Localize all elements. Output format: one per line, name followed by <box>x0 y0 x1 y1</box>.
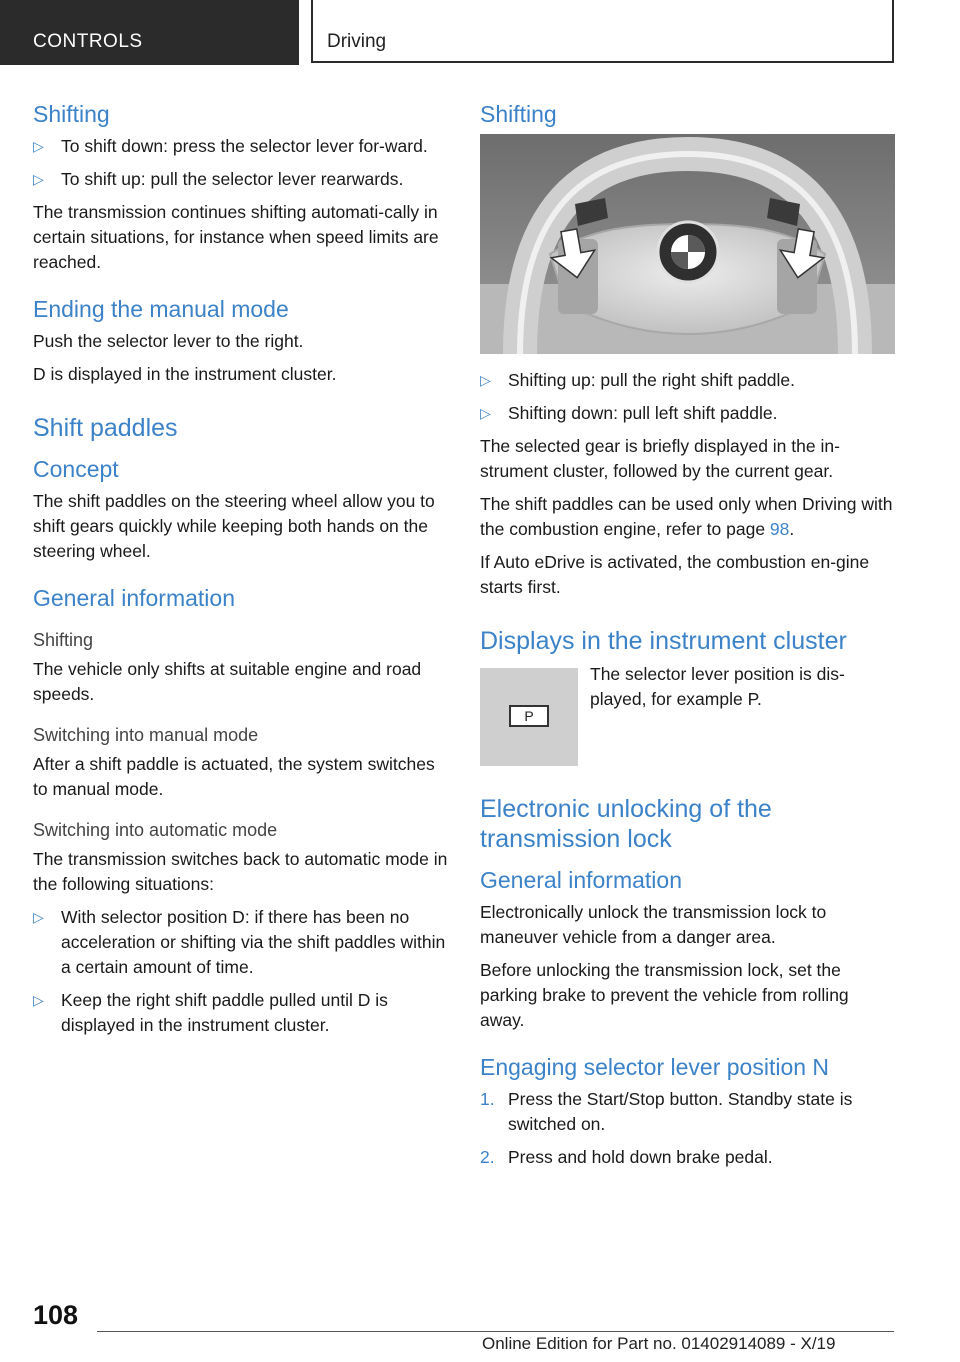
shifting-list-left <box>33 134 448 192</box>
header-chapter-tab <box>311 0 894 63</box>
triangle-bullet-icon: ▷ <box>33 171 44 187</box>
auto-mode-text: The transmission switches back to automatic mode in the following situations: <box>33 849 448 894</box>
manual-mode-heading: Switching into manual mode <box>33 725 259 745</box>
right-column <box>480 100 895 1178</box>
unlock-general-heading: General information <box>480 867 682 893</box>
shifting-list-right <box>480 368 895 426</box>
header-chapter-label: Driving <box>327 31 387 52</box>
triangle-bullet-icon: ▷ <box>33 138 44 154</box>
auto-mode-heading: Switching into automatic mode <box>33 820 278 840</box>
concept-heading: Concept <box>33 456 119 482</box>
auto-mode-list <box>33 905 448 1038</box>
page-ref-link[interactable]: 98 <box>769 519 790 539</box>
auto-edrive-text: If Auto eDrive is activated, the combustion en-gine starts first. <box>480 552 870 597</box>
list-item: ▷ With selector position D: if there has been no acceleration or shifting via the shift paddles within a certain amount of time. <box>33 907 446 977</box>
engaging-steps <box>480 1087 895 1170</box>
list-item: ▷ Shifting up: pull the right shift paddle. <box>480 368 895 393</box>
list-item: 1. Press the Start/Stop button. Standby state is switched on. <box>480 1089 853 1134</box>
list-item: ▷ To shift down: press the selector lever for-ward. <box>33 134 448 159</box>
concept-text: The shift paddles on the steering wheel allow you to shift gears quickly while keeping both hands on the steering wheel. <box>33 491 435 561</box>
general-info-heading: General information <box>33 585 235 611</box>
manual-mode-text: After a shift paddle is actuated, the system switches to manual mode. <box>33 754 435 799</box>
gen-shifting-heading: Shifting <box>33 630 94 650</box>
shift-paddles-heading: Shift paddles <box>33 414 178 442</box>
unlock-heading: Electronic unlocking of the transmission lock <box>480 795 772 853</box>
list-item: ▷ Keep the right shift paddle pulled until D is displayed in the instrument cluster. <box>33 990 388 1035</box>
steering-wheel-paddles-image <box>480 134 895 354</box>
unlock-text-2: Before unlocking the transmission lock, set the parking brake to prevent the vehicle from rolling away. <box>480 960 849 1030</box>
unlock-text-1: Electronically unlock the transmission lock to maneuver vehicle from a danger area. <box>480 902 827 947</box>
gen-shifting-text: The vehicle only shifts at suitable engine and road speeds. <box>33 659 422 704</box>
list-item: ▷ Shifting down: pull left shift paddle. <box>480 401 895 426</box>
left-column <box>33 100 448 1046</box>
bmw-logo-icon <box>658 222 718 282</box>
shifting-note: The transmission continues shifting automati-cally in certain situations, for instance when speed limits are reached. <box>33 202 439 272</box>
paddles-usage-text: The shift paddles can be used only when Driving with the combustion engine, refer to page 98. <box>480 494 893 539</box>
footer-edition: Online Edition for Part no. 01402914089 - X/19 <box>482 1334 836 1353</box>
cluster-display-image <box>480 668 578 766</box>
shifting-heading-left: Shifting <box>33 101 110 127</box>
footer-divider <box>97 1331 894 1332</box>
display-letter: P <box>524 708 534 724</box>
list-item: ▷ To shift up: pull the selector lever rearwards. <box>33 167 448 192</box>
triangle-bullet-icon: ▷ <box>33 992 44 1008</box>
ending-manual-heading: Ending the manual mode <box>33 296 289 322</box>
page-number: 108 <box>33 1300 79 1330</box>
triangle-bullet-icon: ▷ <box>480 405 491 421</box>
engaging-n-heading: Engaging selector lever position N <box>480 1054 830 1080</box>
ending-text-1: Push the selector lever to the right. <box>33 331 304 351</box>
display-block <box>480 664 895 768</box>
displays-text: The selector lever position is dis-played, for example P. <box>590 664 845 709</box>
shifting-heading-right: Shifting <box>480 101 557 127</box>
selected-gear-text: The selected gear is briefly displayed in the in-strument cluster, followed by the current gear. <box>480 436 840 481</box>
displays-heading: Displays in the instrument cluster <box>480 627 847 655</box>
ending-text-2: D is displayed in the instrument cluster. <box>33 364 337 384</box>
list-item: 2. Press and hold down brake pedal. <box>480 1147 773 1167</box>
triangle-bullet-icon: ▷ <box>33 909 44 925</box>
header-section-label: CONTROLS <box>33 31 143 52</box>
triangle-bullet-icon: ▷ <box>480 372 491 388</box>
header-section-tab <box>0 0 299 65</box>
